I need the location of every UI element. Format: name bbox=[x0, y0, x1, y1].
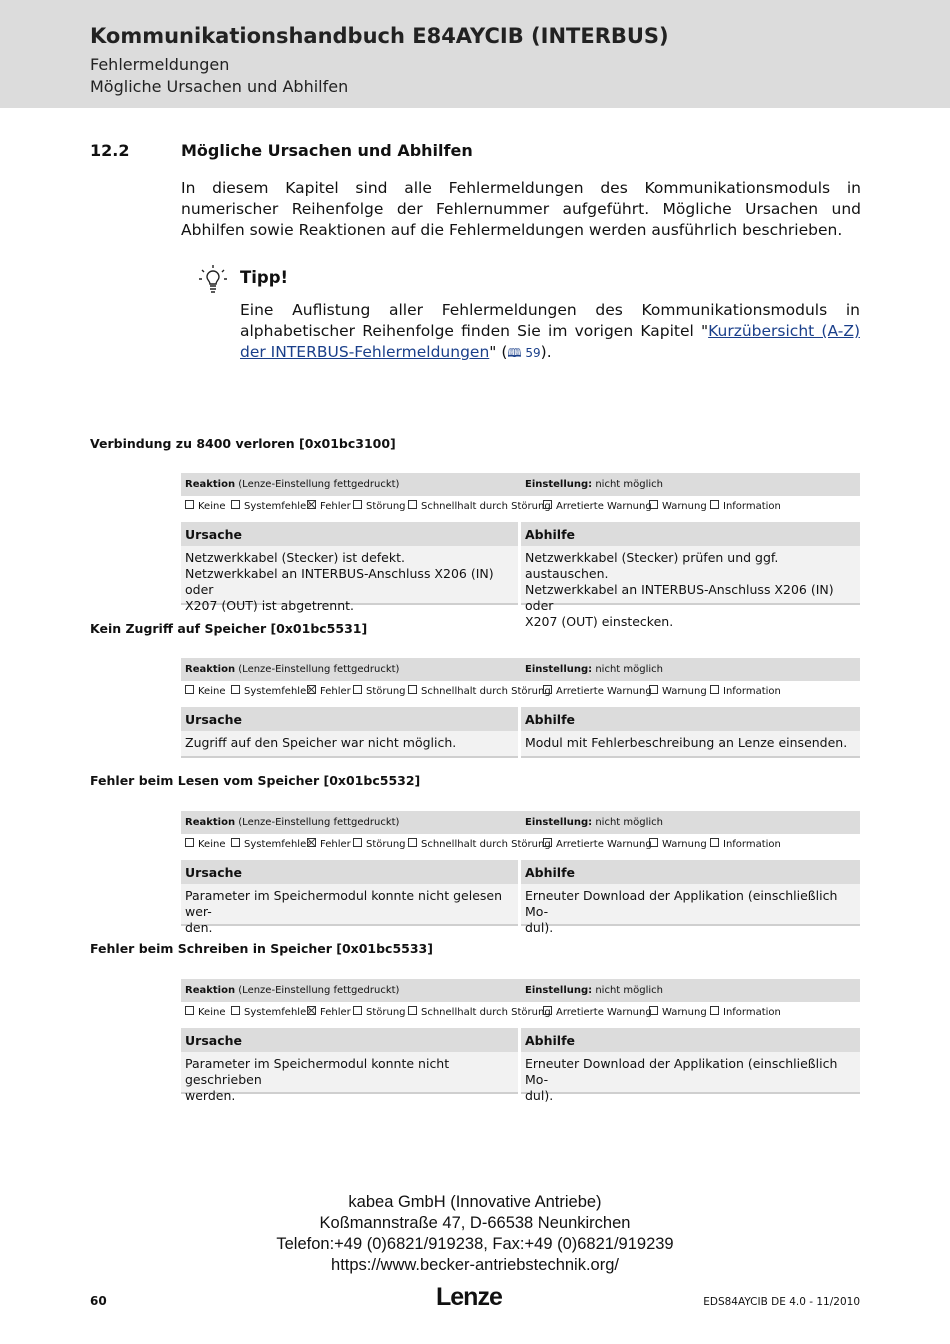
remedy-text: Netzwerkkabel (Stecker) prüfen und ggf. austauschen. bbox=[525, 550, 779, 581]
reaction-option-label: Warnung bbox=[662, 1007, 707, 1018]
setting-title: Einstellung: bbox=[525, 817, 593, 828]
reaction-header bbox=[181, 658, 860, 681]
cause-text: Parameter im Speichermodul konnte nicht geschrieben bbox=[185, 1056, 450, 1087]
reaction-option bbox=[353, 685, 406, 697]
reaction-option-label: Warnung bbox=[662, 686, 707, 697]
reaction-option bbox=[231, 1006, 310, 1018]
unchecked-box-icon bbox=[649, 838, 658, 847]
document-title: Kommunikationshandbuch E84AYCIB (INTERBUS) bbox=[90, 24, 669, 48]
remedy-text: Netzwerkkabel an INTERBUS-Anschluss X206 (IN) oder bbox=[525, 582, 834, 613]
cause-remedy-header bbox=[181, 522, 860, 546]
remedy-text: dul). bbox=[525, 1088, 554, 1103]
reaction-option-label: Systemfehler bbox=[244, 501, 311, 512]
cause-remedy-row bbox=[181, 1052, 860, 1103]
cause-remedy-header bbox=[181, 860, 860, 884]
remedy-header: Abhilfe bbox=[521, 707, 860, 731]
unchecked-box-icon bbox=[353, 838, 362, 847]
cause-cell bbox=[181, 546, 518, 613]
reaction-note: (Lenze-Einstellung fettgedruckt) bbox=[238, 985, 400, 996]
reaction-option-label: Störung bbox=[366, 501, 406, 512]
reaction-option bbox=[543, 1006, 652, 1018]
reaction-label bbox=[185, 479, 399, 490]
reaction-option-label: Keine bbox=[198, 501, 226, 512]
reaction-option bbox=[185, 685, 225, 697]
reaction-label bbox=[185, 817, 399, 828]
tip-text bbox=[240, 300, 860, 364]
cause-text: Netzwerkkabel (Stecker) ist defekt. bbox=[185, 550, 405, 565]
error-table bbox=[181, 658, 860, 758]
page-number: 60 bbox=[90, 1294, 107, 1308]
reaction-option-label: Schnellhalt durch Störung bbox=[421, 686, 551, 697]
remedy-header: Abhilfe bbox=[521, 522, 860, 546]
reaction-option-label: Schnellhalt durch Störung bbox=[421, 501, 551, 512]
reaction-option-label: Arretierte Warnung bbox=[556, 501, 652, 512]
reaction-option bbox=[185, 838, 225, 850]
cause-remedy-header bbox=[181, 1028, 860, 1052]
reaction-option-label: Störung bbox=[366, 1007, 406, 1018]
reaction-option-label: Systemfehler bbox=[244, 839, 311, 850]
error-table bbox=[181, 979, 860, 1103]
reaction-option-label: Keine bbox=[198, 686, 226, 697]
error-title: Kein Zugriff auf Speicher [0x01bc5531] bbox=[90, 621, 368, 636]
cause-cell bbox=[181, 731, 518, 758]
remedy-header: Abhilfe bbox=[521, 1028, 860, 1052]
remedy-cell bbox=[521, 884, 860, 935]
unchecked-box-icon bbox=[710, 685, 719, 694]
error-table bbox=[181, 811, 860, 935]
remedy-text: dul). bbox=[525, 920, 554, 935]
reaction-option-label: Systemfehler bbox=[244, 686, 311, 697]
reaction-option-label: Störung bbox=[366, 686, 406, 697]
reaction-option-label: Störung bbox=[366, 839, 406, 850]
reaction-option-label: Warnung bbox=[662, 501, 707, 512]
reaction-option bbox=[710, 838, 781, 850]
chapter-link[interactable]: Kurzübersicht (A-Z) der INTERBUS-Fehlermeldungen bbox=[240, 322, 860, 361]
reaction-option bbox=[543, 838, 652, 850]
reaction-option bbox=[353, 838, 406, 850]
reaction-option-label: Information bbox=[723, 1007, 781, 1018]
reaction-option bbox=[408, 500, 551, 512]
lenze-logo: Lenze bbox=[436, 1283, 502, 1311]
reaction-option bbox=[543, 685, 652, 697]
reaction-option-label: Information bbox=[723, 839, 781, 850]
setting-label bbox=[525, 817, 663, 828]
reaction-option-label: Arretierte Warnung bbox=[556, 686, 652, 697]
reaction-option bbox=[353, 500, 406, 512]
reaction-note: (Lenze-Einstellung fettgedruckt) bbox=[238, 817, 400, 828]
reaction-option bbox=[649, 838, 707, 850]
unchecked-box-icon bbox=[353, 685, 362, 694]
unchecked-box-icon bbox=[231, 685, 240, 694]
reaction-option bbox=[231, 500, 310, 512]
tip-text-after: ). bbox=[540, 343, 552, 361]
unchecked-box-icon bbox=[710, 1006, 719, 1015]
page-ref-number: 59 bbox=[525, 346, 541, 360]
reaction-option bbox=[408, 685, 551, 697]
error-title: Verbindung zu 8400 verloren [0x01bc3100] bbox=[90, 436, 396, 451]
reaction-label bbox=[185, 664, 399, 675]
cause-header: Ursache bbox=[181, 860, 518, 884]
reaction-option bbox=[185, 500, 225, 512]
unchecked-box-icon bbox=[649, 1006, 658, 1015]
setting-title: Einstellung: bbox=[525, 479, 593, 490]
reaction-option-label: Information bbox=[723, 686, 781, 697]
reaction-option-label: Keine bbox=[198, 1007, 226, 1018]
unchecked-box-icon bbox=[543, 1006, 552, 1015]
reaction-option bbox=[185, 1006, 225, 1018]
unchecked-box-icon bbox=[231, 1006, 240, 1015]
setting-label bbox=[525, 985, 663, 996]
reaction-option-label: Fehler bbox=[320, 839, 351, 850]
reaction-option bbox=[649, 500, 707, 512]
reaction-label bbox=[185, 985, 399, 996]
unchecked-box-icon bbox=[231, 500, 240, 509]
reaction-option bbox=[307, 838, 351, 850]
remedy-text: Erneuter Download der Applikation (einschließlich Mo- bbox=[525, 888, 838, 919]
cause-remedy-row bbox=[181, 546, 860, 629]
reaction-options bbox=[181, 496, 860, 516]
checked-box-icon bbox=[307, 838, 316, 847]
cause-text: Netzwerkkabel an INTERBUS-Anschluss X206 (IN) oder bbox=[185, 566, 494, 597]
reaction-option-label: Information bbox=[723, 501, 781, 512]
section-title: Mögliche Ursachen und Abhilfen bbox=[181, 141, 473, 160]
unchecked-box-icon bbox=[185, 838, 194, 847]
cause-text: den. bbox=[185, 920, 213, 935]
cause-remedy-header bbox=[181, 707, 860, 731]
reaction-option-label: Arretierte Warnung bbox=[556, 1007, 652, 1018]
unchecked-box-icon bbox=[543, 838, 552, 847]
setting-value: nicht möglich bbox=[595, 479, 663, 490]
footer-address-line: https://www.becker-antriebstechnik.org/ bbox=[331, 1256, 619, 1274]
remedy-cell bbox=[521, 1052, 860, 1103]
reaction-option bbox=[649, 685, 707, 697]
setting-value: nicht möglich bbox=[595, 817, 663, 828]
reaction-title: Reaktion bbox=[185, 479, 236, 490]
book-icon: 🕮 bbox=[507, 346, 522, 360]
reaction-option-label: Fehler bbox=[320, 1007, 351, 1018]
unchecked-box-icon bbox=[543, 500, 552, 509]
cause-remedy-row bbox=[181, 884, 860, 935]
page-header bbox=[0, 0, 950, 108]
footer-address-line: Telefon:+49 (0)6821/919238, Fax:+49 (0)6821/919239 bbox=[276, 1235, 674, 1253]
unchecked-box-icon bbox=[185, 500, 194, 509]
document-reference: EDS84AYCIB DE 4.0 - 11/2010 bbox=[703, 1296, 860, 1308]
reaction-option-label: Schnellhalt durch Störung bbox=[421, 839, 551, 850]
remedy-cell bbox=[521, 731, 860, 758]
remedy-text: Erneuter Download der Applikation (einschließlich Mo- bbox=[525, 1056, 838, 1087]
footer-address-line: Koßmannstraße 47, D-66538 Neunkirchen bbox=[319, 1214, 631, 1232]
cause-header: Ursache bbox=[181, 1028, 518, 1052]
unchecked-box-icon bbox=[408, 685, 417, 694]
unchecked-box-icon bbox=[649, 685, 658, 694]
reaction-option bbox=[307, 1006, 351, 1018]
unchecked-box-icon bbox=[353, 500, 362, 509]
reaction-option bbox=[307, 500, 351, 512]
reaction-option bbox=[710, 1006, 781, 1018]
reaction-header bbox=[181, 473, 860, 496]
reaction-option-label: Keine bbox=[198, 839, 226, 850]
checked-box-icon bbox=[307, 500, 316, 509]
reaction-options bbox=[181, 1002, 860, 1022]
reaction-header bbox=[181, 811, 860, 834]
reaction-option-label: Fehler bbox=[320, 501, 351, 512]
reaction-option-label: Arretierte Warnung bbox=[556, 839, 652, 850]
cause-text: X207 (OUT) ist abgetrennt. bbox=[185, 598, 355, 613]
error-title: Fehler beim Schreiben in Speicher [0x01bc5533] bbox=[90, 941, 433, 956]
cause-text: werden. bbox=[185, 1088, 236, 1103]
unchecked-box-icon bbox=[185, 1006, 194, 1015]
unchecked-box-icon bbox=[185, 685, 194, 694]
cause-cell bbox=[181, 884, 518, 935]
reaction-header bbox=[181, 979, 860, 1002]
remedy-cell bbox=[521, 546, 860, 629]
reaction-option bbox=[543, 500, 652, 512]
tip-text-before: Eine Auflistung aller Fehlermeldungen des Kommunikationsmoduls in alphabetischer Reihenfolge finden Sie im vorigen Kapitel " bbox=[240, 301, 860, 340]
unchecked-box-icon bbox=[231, 838, 240, 847]
setting-title: Einstellung: bbox=[525, 664, 593, 675]
setting-label bbox=[525, 664, 663, 675]
cause-header: Ursache bbox=[181, 522, 518, 546]
unchecked-box-icon bbox=[710, 838, 719, 847]
unchecked-box-icon bbox=[543, 685, 552, 694]
cause-header: Ursache bbox=[181, 707, 518, 731]
cause-cell bbox=[181, 1052, 518, 1103]
section-header-title: Mögliche Ursachen und Abhilfen bbox=[90, 77, 349, 96]
cause-text: Parameter im Speichermodul konnte nicht gelesen wer- bbox=[185, 888, 503, 919]
setting-value: nicht möglich bbox=[595, 985, 663, 996]
tip-text-mid: " ( bbox=[489, 343, 508, 361]
cause-text: Zugriff auf den Speicher war nicht möglich. bbox=[185, 735, 457, 750]
reaction-note: (Lenze-Einstellung fettgedruckt) bbox=[238, 479, 400, 490]
cause-remedy-row bbox=[181, 731, 860, 758]
remedy-text: X207 (OUT) einstecken. bbox=[525, 614, 674, 629]
checked-box-icon bbox=[307, 1006, 316, 1015]
reaction-option bbox=[408, 838, 551, 850]
reaction-option bbox=[710, 685, 781, 697]
reaction-option bbox=[231, 838, 310, 850]
lightbulb-icon bbox=[196, 262, 230, 296]
reaction-option bbox=[231, 685, 310, 697]
footer-address-line: kabea GmbH (Innovative Antriebe) bbox=[348, 1193, 602, 1211]
error-title: Fehler beim Lesen vom Speicher [0x01bc5532] bbox=[90, 773, 421, 788]
reaction-option bbox=[649, 1006, 707, 1018]
checked-box-icon bbox=[307, 685, 316, 694]
reaction-options bbox=[181, 834, 860, 854]
setting-value: nicht möglich bbox=[595, 664, 663, 675]
unchecked-box-icon bbox=[710, 500, 719, 509]
reaction-note: (Lenze-Einstellung fettgedruckt) bbox=[238, 664, 400, 675]
reaction-title: Reaktion bbox=[185, 664, 236, 675]
remedy-header: Abhilfe bbox=[521, 860, 860, 884]
unchecked-box-icon bbox=[649, 500, 658, 509]
reaction-option-label: Systemfehler bbox=[244, 1007, 311, 1018]
reaction-option-label: Warnung bbox=[662, 839, 707, 850]
chapter-title: Fehlermeldungen bbox=[90, 55, 230, 74]
setting-title: Einstellung: bbox=[525, 985, 593, 996]
unchecked-box-icon bbox=[353, 1006, 362, 1015]
reaction-option-label: Fehler bbox=[320, 686, 351, 697]
page-ref[interactable] bbox=[507, 346, 540, 360]
unchecked-box-icon bbox=[408, 1006, 417, 1015]
reaction-title: Reaktion bbox=[185, 985, 236, 996]
reaction-option-label: Schnellhalt durch Störung bbox=[421, 1007, 551, 1018]
unchecked-box-icon bbox=[408, 500, 417, 509]
tip-label: Tipp! bbox=[240, 268, 289, 287]
remedy-text: Modul mit Fehlerbeschreibung an Lenze einsenden. bbox=[525, 735, 848, 750]
section-number: 12.2 bbox=[90, 141, 130, 160]
reaction-title: Reaktion bbox=[185, 817, 236, 828]
error-table bbox=[181, 473, 860, 629]
reaction-option bbox=[353, 1006, 406, 1018]
setting-label bbox=[525, 479, 663, 490]
reaction-option bbox=[710, 500, 781, 512]
reaction-option bbox=[408, 1006, 551, 1018]
reaction-options bbox=[181, 681, 860, 701]
reaction-option bbox=[307, 685, 351, 697]
intro-paragraph: In diesem Kapitel sind alle Fehlermeldungen des Kommunikationsmoduls in numerischer Reihenfolge der Fehlernummer aufgeführt. Mögliche Ursachen und Abhilfen sowie Reaktionen auf die Fehlermeldungen werden ausführlich beschrieben. bbox=[181, 179, 861, 239]
unchecked-box-icon bbox=[408, 838, 417, 847]
